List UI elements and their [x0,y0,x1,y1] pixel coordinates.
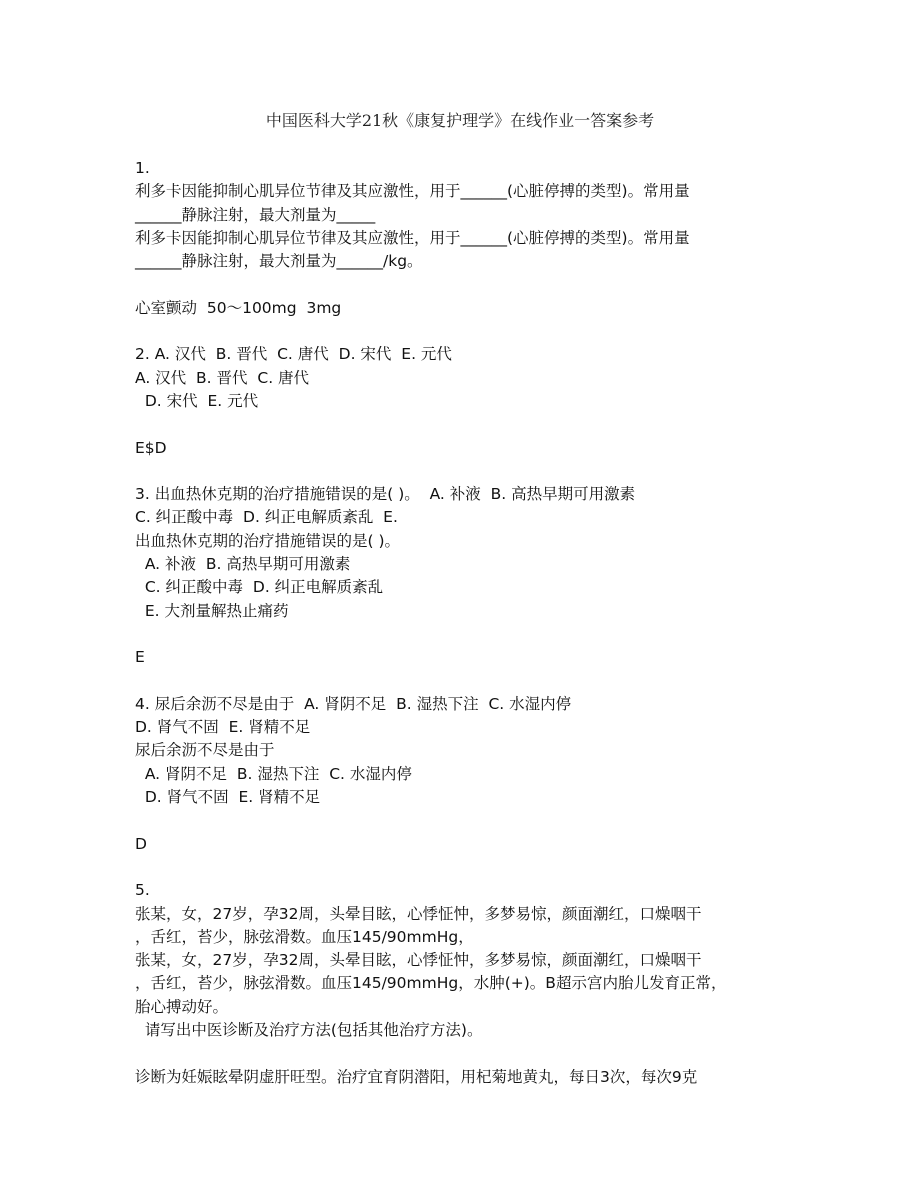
question-line: 张某，女，27岁，孕32周，头晕目眩，心悸怔忡，多梦易惊，颜面潮红，口燥咽干 [135,951,702,970]
question-line: A. 肾阴不足 B. 湿热下注 C. 水湿内停 [135,764,412,783]
document-title: 中国医科大学21秋《康复护理学》在线作业一答案参考 [265,111,655,130]
question-line: ______静脉注射，最大剂量为_____ [135,205,376,224]
question-line: ，舌红，苔少，脉弦滑数。血压145/90mmHg，水肿(+)。B超示宫内胎儿发育正常， [135,974,727,993]
question-line: E. 大剂量解热止痛药 [135,601,289,620]
question-line: C. 纠正酸中毒 D. 纠正电解质紊乱 E. [135,508,398,527]
spacer [135,273,795,296]
spacer [135,320,795,343]
question-text: A. 汉代 B. 晋代 C. 唐代 D. 宋代 E. 元代 [154,345,452,364]
spacer [135,460,795,483]
spacer [135,856,795,879]
spacer [135,623,795,646]
question-line: D. 宋代 E. 元代 [135,391,259,410]
document-body [135,157,795,1089]
question-line: 胎心搏动好。 [135,997,229,1016]
question-text: 出血热休克期的治疗措施错误的是( )。 A. 补液 B. 高热早期可用激素 [154,485,636,504]
answer-text: E [135,648,145,667]
question-line: ，舌红，苔少，脉弦滑数。血压145/90mmHg， [135,927,474,946]
question-text: 尿后余沥不尽是由于 A. 肾阴不足 B. 湿热下注 C. 水湿内停 [154,694,572,713]
spacer [135,1042,795,1065]
answer-text: 心室颤动 50～100mg 3mg [135,298,342,317]
question-line: 利多卡因能抑制心肌异位节律及其应激性，用于______(心脏停搏的类型)。常用量 [135,182,690,201]
question-number: 4. [135,694,155,713]
question-line: A. 汉代 B. 晋代 C. 唐代 [135,368,310,387]
question-line: 张某，女，27岁，孕32周，头晕目眩，心悸怔忡，多梦易惊，颜面潮红，口燥咽干 [135,904,702,923]
question-line: D. 肾气不固 E. 肾精不足 [135,788,321,807]
question-line: C. 纠正酸中毒 D. 纠正电解质紊乱 [135,578,384,597]
question-number: 5. [135,881,150,900]
spacer [135,670,795,693]
question-number: 1. [135,159,150,177]
spacer [135,413,795,436]
question-line: D. 肾气不固 E. 肾精不足 [135,718,311,737]
answer-text: E$D [135,438,167,457]
question-line: ______静脉注射，最大剂量为______/kg。 [135,252,423,271]
answer-text: D [135,834,147,853]
question-line: 请写出中医诊断及治疗方法(包括其他治疗方法)。 [135,1020,483,1039]
question-line: 尿后余沥不尽是由于 [135,741,275,760]
question-number: 3. [135,485,155,504]
question-line [135,343,795,366]
question-line: 利多卡因能抑制心肌异位节律及其应激性，用于______(心脏停搏的类型)。常用量 [135,228,690,247]
question-line: 出血热休克期的治疗措施错误的是( )。 [135,531,401,550]
question-line: A. 补液 B. 高热早期可用激素 [135,555,351,574]
question-number: 2. [135,345,155,364]
question-line [135,483,795,506]
answer-text: 诊断为妊娠眩晕阴虚肝旺型。治疗宜育阴潜阳，用杞菊地黄丸，每日3次，每次9克 [135,1067,698,1086]
spacer [135,809,795,832]
question-line [135,693,795,716]
